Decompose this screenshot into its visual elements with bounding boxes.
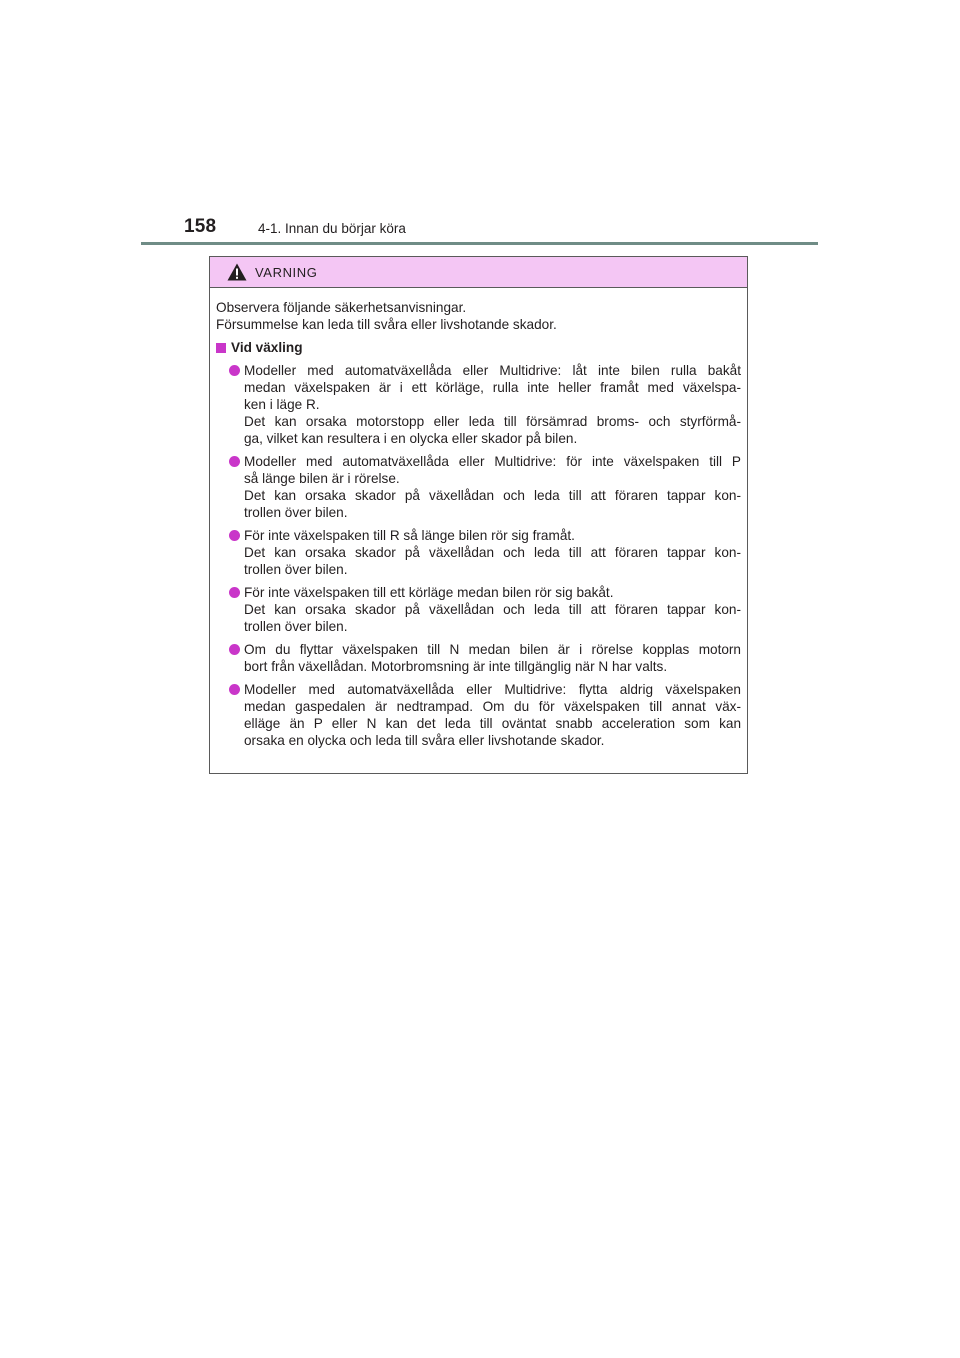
intro-line: Observera följande säkerhetsanvisningar.: [216, 300, 467, 315]
bullet-line: bort från växellådan. Motorbromsning är inte tillgänglig när N har valts.: [244, 659, 668, 674]
circle-bullet-icon: [229, 684, 240, 695]
bullet-item: [216, 681, 741, 749]
circle-bullet-icon: [229, 587, 240, 598]
circle-bullet-icon: [229, 365, 240, 376]
bullet-line: Modeller med automatväxellåda eller Multidrive: för inte växelspaken till P: [244, 454, 741, 469]
bullet-line: Om du flyttar växelspaken till N medan bilen är i rörelse kopplas motorn: [244, 642, 741, 657]
section-heading-label: Vid växling: [231, 340, 303, 355]
bullet-line: orsaka en olycka och leda till svåra eller livshotande skador.: [244, 733, 605, 748]
bullet-line: trollen över bilen.: [244, 619, 348, 634]
warning-box: [209, 256, 748, 774]
bullet-line: För inte växelspaken till R så länge bilen rör sig framåt.: [244, 528, 575, 543]
bullet-line: Det kan orsaka motorstopp eller leda till försämrad broms- och styrförmå-: [244, 414, 741, 429]
circle-bullet-icon: [229, 456, 240, 467]
bullet-line: medan växelspaken är i ett körläge, rulla inte heller framåt med växelspa-: [244, 380, 741, 395]
bullet-line: För inte växelspaken till ett körläge medan bilen rör sig bakåt.: [244, 585, 614, 600]
bullet-text: [244, 584, 741, 635]
bullet-text: [244, 362, 741, 447]
warning-triangle-icon: [227, 263, 247, 281]
bullet-text: [244, 453, 741, 521]
bullet-line: Det kan orsaka skador på växellådan och leda till att föraren tappar kon-: [244, 602, 741, 617]
section-heading: [216, 339, 741, 356]
bullet-line: trollen över bilen.: [244, 505, 348, 520]
bullet-item: [216, 641, 741, 675]
bullet-item: [216, 453, 741, 521]
bullet-text: [244, 641, 741, 675]
bullet-line: Modeller med automatväxellåda eller Multidrive: låt inte bilen rulla bakåt: [244, 363, 741, 378]
bullet-text: [244, 681, 741, 749]
page-number: 158: [184, 216, 217, 237]
bullet-line: medan gaspedalen är nedtrampad. Om du för växelspaken till annat väx-: [244, 699, 741, 714]
warning-header: [210, 257, 747, 288]
bullet-line: Modeller med automatväxellåda eller Multidrive: flytta aldrig växelspaken: [244, 682, 741, 697]
bullet-line: Det kan orsaka skador på växellådan och leda till att föraren tappar kon-: [244, 545, 741, 560]
bullet-text: [244, 527, 741, 578]
circle-bullet-icon: [229, 530, 240, 541]
warning-label: VARNING: [255, 265, 318, 280]
circle-bullet-icon: [229, 644, 240, 655]
square-bullet-icon: [216, 343, 226, 353]
bullet-list: [216, 362, 741, 749]
bullet-line: ga, vilket kan resultera i en olycka eller skador på bilen.: [244, 431, 578, 446]
bullet-item: [216, 527, 741, 578]
bullet-line: Det kan orsaka skador på växellådan och leda till att föraren tappar kon-: [244, 488, 741, 503]
section-title: 4-1. Innan du börjar köra: [258, 221, 406, 236]
bullet-line: trollen över bilen.: [244, 562, 348, 577]
bullet-line: ken i läge R.: [244, 397, 320, 412]
header-divider: [141, 242, 818, 245]
bullet-item: [216, 584, 741, 635]
intro-line: Försummelse kan leda till svåra eller livshotande skador.: [216, 317, 557, 332]
bullet-line: elläge än P eller N kan det leda till oväntat snabb acceleration som kan: [244, 716, 741, 731]
bullet-line: så länge bilen är i rörelse.: [244, 471, 400, 486]
bullet-item: [216, 362, 741, 447]
warning-body: [210, 288, 747, 749]
